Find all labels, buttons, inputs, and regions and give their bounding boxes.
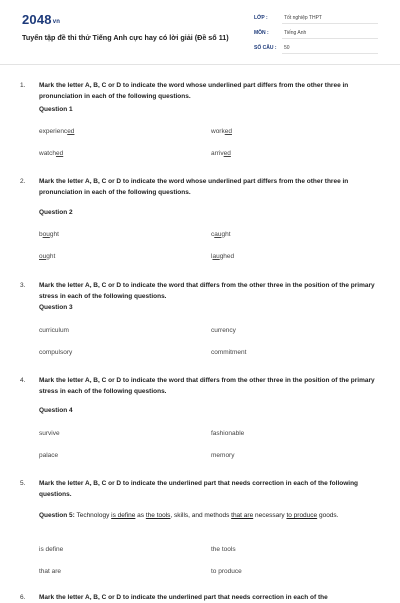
question-instruction: Mark the letter A, B, C or D to indicate the word that differs from the other three in the position of the primary stress in each of the following questions. <box>39 377 375 395</box>
option-a[interactable] <box>39 327 69 334</box>
logo-suffix: vn <box>52 19 61 25</box>
option-underlined: ou <box>42 231 50 238</box>
question-number: 1. <box>20 82 26 89</box>
logo-text: 2048 <box>22 12 52 27</box>
option-text: the tools <box>211 546 236 553</box>
option-text: that are <box>39 568 62 575</box>
question-text: as <box>135 512 146 519</box>
option-c[interactable] <box>39 452 58 459</box>
document-title: Tuyển tập đề thi thử Tiếng Anh cực hay có lời giải (Đề số 11) <box>22 33 229 42</box>
underlined-part-b[interactable]: the tools <box>145 512 171 519</box>
meta-divider <box>282 53 378 54</box>
header <box>0 0 400 65</box>
option-b[interactable] <box>211 128 232 135</box>
meta-grade-value: Tốt nghiệp THPT <box>284 15 322 21</box>
option-text: curriculum <box>39 327 69 334</box>
logo[interactable] <box>22 12 60 27</box>
option-text: ghed <box>219 253 235 260</box>
option-a[interactable] <box>39 546 63 553</box>
option-d[interactable] <box>211 349 246 356</box>
option-underlined: ed <box>224 128 232 135</box>
option-text: commitment <box>211 349 247 356</box>
option-text: memory <box>211 452 235 459</box>
option-text: ght <box>221 231 231 238</box>
question-instruction: Mark the letter A, B, C or D to indicate the word that differs from the other three in the position of the primary stress in each of the following questions. <box>39 282 375 300</box>
option-a[interactable] <box>39 430 60 437</box>
question-number: 3. <box>20 282 26 289</box>
question-label: Question 1 <box>39 106 73 113</box>
meta-divider <box>282 38 378 39</box>
option-a[interactable] <box>39 231 59 238</box>
question-instruction: Mark the letter A, B, C or D to indicate the word whose underlined part differs from the other three in pronunciation in each of the following questions. <box>39 178 349 196</box>
option-underlined: au <box>214 231 222 238</box>
underlined-part-a[interactable]: is define <box>111 512 136 519</box>
option-b[interactable] <box>211 231 231 238</box>
question-text: Technology <box>74 512 112 519</box>
option-text: is define <box>39 546 64 553</box>
option-text: experienc <box>39 128 68 135</box>
meta-count-key: SỐ CÂU : <box>254 45 277 51</box>
option-d[interactable] <box>211 568 242 575</box>
question-5-text <box>39 510 379 521</box>
question-text: , skills, and methods <box>170 512 232 519</box>
option-c[interactable] <box>39 349 72 356</box>
option-underlined: ou <box>39 253 47 260</box>
option-text: palace <box>39 452 59 459</box>
option-d[interactable] <box>211 150 231 157</box>
option-text: ght <box>46 253 56 260</box>
question-label: Question 2 <box>39 209 73 216</box>
option-text: c <box>211 231 215 238</box>
option-text: survive <box>39 430 60 437</box>
option-underlined: ed <box>55 150 64 157</box>
option-text: b <box>39 231 43 238</box>
option-b[interactable] <box>211 327 236 334</box>
option-text: l <box>211 253 213 260</box>
option-c[interactable] <box>39 150 63 157</box>
meta-subject-value: Tiếng Anh <box>284 30 307 36</box>
question-text: necessary <box>253 512 287 519</box>
meta-count-value: 50 <box>284 45 290 51</box>
question-number: 5. <box>20 480 26 487</box>
option-d[interactable] <box>211 253 234 260</box>
underlined-part-d[interactable]: to produce <box>286 512 318 519</box>
option-underlined: ed <box>67 128 75 135</box>
question-instruction: Mark the letter A, B, C or D to indicate the word whose underlined part differs from the other three in pronunciation in each of the following questions. <box>39 82 349 100</box>
meta-divider <box>282 23 378 24</box>
option-c[interactable] <box>39 568 61 575</box>
option-text: watch <box>39 150 56 157</box>
option-text: currency <box>211 327 236 334</box>
option-text: compulsory <box>39 349 73 356</box>
question-number: 4. <box>20 377 26 384</box>
option-underlined: ed <box>223 150 231 157</box>
option-underlined: au <box>212 253 220 260</box>
option-b[interactable] <box>211 546 236 553</box>
option-c[interactable] <box>39 253 55 260</box>
option-d[interactable] <box>211 452 234 459</box>
question-instruction: Mark the letter A, B, C or D to indicate the underlined part that needs correction in each of the following questions. <box>39 480 359 498</box>
underlined-part-c[interactable]: that are <box>231 512 254 519</box>
question-label: Question 5: <box>39 512 75 519</box>
question-number: 2. <box>20 178 26 185</box>
question-label: Question 3 <box>39 304 73 311</box>
meta-grade-key: LỚP : <box>254 15 268 21</box>
option-text: to produce <box>211 568 242 575</box>
option-text: work <box>211 128 225 135</box>
question-number: 6. <box>20 594 26 601</box>
option-a[interactable] <box>39 128 74 135</box>
question-instruction: Mark the letter A, B, C or D to indicate the underlined part that needs correction in each of the <box>39 594 328 601</box>
option-text: fashionable <box>211 430 245 437</box>
question-text: goods. <box>317 512 339 519</box>
option-b[interactable] <box>211 430 244 437</box>
question-label: Question 4 <box>39 407 73 414</box>
meta-subject-key: MÔN : <box>254 30 269 36</box>
option-text: arriv <box>211 150 224 157</box>
option-text: ght <box>49 231 59 238</box>
